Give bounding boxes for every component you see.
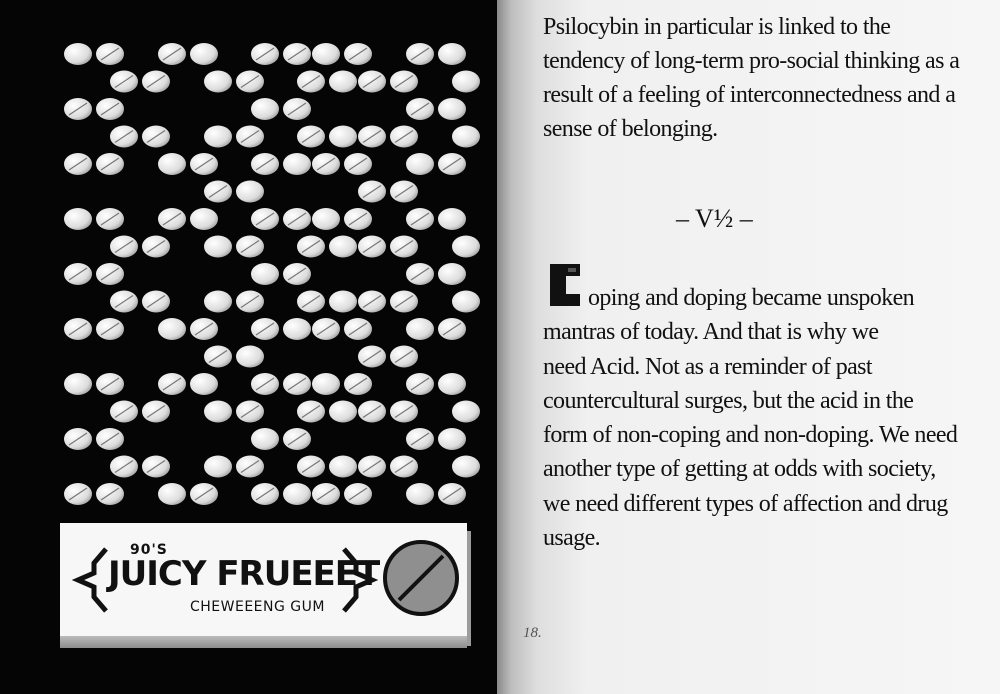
- pill-icon: [452, 71, 480, 93]
- pill-icon: [329, 236, 357, 258]
- text-line: result of a feeling of interconnectedness and a: [543, 82, 956, 108]
- pill-icon: [64, 43, 92, 65]
- pill-icon: [390, 401, 418, 423]
- pill-icon: [297, 126, 325, 148]
- pill-icon: [251, 318, 279, 340]
- pill-icon: [406, 318, 434, 340]
- gum-subtitle: CHEWEEENG GUM: [190, 599, 325, 615]
- pill-icon: [358, 71, 386, 93]
- pill-icon: [96, 263, 124, 285]
- pill-icon: [64, 208, 92, 230]
- pill-icon: [64, 428, 92, 450]
- pill-icon: [406, 208, 434, 230]
- pill-icon: [110, 236, 138, 258]
- text-line: Psilocybin in particular is linked to the: [543, 14, 891, 40]
- gum-pill-icon: [381, 538, 461, 618]
- left-brace-icon: [72, 545, 112, 615]
- pill-icon: [142, 456, 170, 478]
- pill-icon: [64, 153, 92, 175]
- pill-icon: [358, 126, 386, 148]
- pill-icon: [390, 71, 418, 93]
- pill-icon: [438, 483, 466, 505]
- pill-icon: [438, 318, 466, 340]
- pill-icon: [64, 373, 92, 395]
- pill-icon: [390, 346, 418, 368]
- pill-icon: [344, 483, 372, 505]
- pill-icon: [344, 43, 372, 65]
- pill-icon: [236, 291, 264, 313]
- pill-icon: [283, 483, 311, 505]
- pill-icon: [158, 373, 186, 395]
- pill-icon: [358, 401, 386, 423]
- page-number: 18.: [523, 625, 542, 641]
- text-line: form of non-coping and non-doping. We need: [543, 422, 958, 449]
- paragraph-2: [543, 281, 973, 555]
- pill-icon: [96, 98, 124, 120]
- pill-icon: [344, 318, 372, 340]
- pill-icon: [204, 126, 232, 148]
- pill-icon: [64, 98, 92, 120]
- pill-icon: [251, 153, 279, 175]
- pill-icon: [283, 428, 311, 450]
- pill-icon: [64, 318, 92, 340]
- pill-icon: [190, 43, 218, 65]
- pill-icon: [236, 456, 264, 478]
- pill-icon: [96, 43, 124, 65]
- pill-icon: [358, 346, 386, 368]
- text-line: we need different types of affection and drug: [543, 490, 948, 517]
- pill-icon: [390, 291, 418, 313]
- text-line: sense of belonging.: [543, 116, 718, 142]
- text-line: usage.: [543, 525, 601, 552]
- pill-icon: [158, 483, 186, 505]
- pill-icon: [344, 373, 372, 395]
- text-line: another type of getting at odds with society,: [543, 456, 936, 483]
- pill-icon: [96, 373, 124, 395]
- pill-icon: [110, 126, 138, 148]
- pill-icon: [297, 236, 325, 258]
- pill-icon: [297, 401, 325, 423]
- pill-icon: [204, 181, 232, 203]
- pill-icon: [96, 483, 124, 505]
- pill-icon: [236, 401, 264, 423]
- pill-icon: [344, 208, 372, 230]
- pill-icon: [204, 401, 232, 423]
- pill-icon: [358, 291, 386, 313]
- pill-icon: [406, 153, 434, 175]
- pill-icon: [438, 373, 466, 395]
- pill-icon: [312, 318, 340, 340]
- pill-icon: [283, 263, 311, 285]
- pill-icon: [329, 126, 357, 148]
- pill-icon: [96, 318, 124, 340]
- pill-icon: [251, 208, 279, 230]
- pill-icon: [406, 428, 434, 450]
- pill-icon: [358, 181, 386, 203]
- pill-icon: [452, 126, 480, 148]
- pill-icon: [190, 208, 218, 230]
- gum-title: JUICY FRUEEET: [108, 554, 380, 594]
- gum-small-label: 90'S: [130, 542, 168, 558]
- pill-icon: [142, 71, 170, 93]
- pill-icon: [358, 236, 386, 258]
- pill-icon: [283, 373, 311, 395]
- pill-icon: [312, 153, 340, 175]
- pill-icon: [142, 126, 170, 148]
- pill-icon: [312, 43, 340, 65]
- pill-icon: [158, 318, 186, 340]
- pill-icon: [438, 153, 466, 175]
- pill-icon: [329, 71, 357, 93]
- text-line: need Acid. Not as a reminder of past: [543, 353, 872, 380]
- pill-icon: [297, 71, 325, 93]
- pill-icon: [329, 456, 357, 478]
- pill-icon: [312, 373, 340, 395]
- pill-icon: [297, 456, 325, 478]
- pill-icon: [390, 236, 418, 258]
- pill-icon: [283, 208, 311, 230]
- pill-icon: [452, 291, 480, 313]
- pill-icon: [283, 98, 311, 120]
- pill-icon: [251, 98, 279, 120]
- pill-icon: [110, 456, 138, 478]
- pill-icon: [251, 263, 279, 285]
- text-line: countercultural surges, but the acid in the: [543, 387, 914, 414]
- pill-icon: [452, 236, 480, 258]
- pill-icon: [236, 236, 264, 258]
- pill-icon: [452, 456, 480, 478]
- pill-icon: [142, 401, 170, 423]
- pill-icon: [236, 71, 264, 93]
- pill-icon: [251, 373, 279, 395]
- pill-icon: [142, 236, 170, 258]
- pill-icon: [96, 428, 124, 450]
- pill-icon: [329, 291, 357, 313]
- pill-icon: [190, 153, 218, 175]
- pill-icon: [110, 71, 138, 93]
- pill-icon: [438, 208, 466, 230]
- section-heading: – V½ –: [676, 204, 753, 233]
- text-line: mantras of today. And that is why we: [543, 319, 879, 346]
- pill-icon: [64, 263, 92, 285]
- pill-icon: [236, 181, 264, 203]
- pill-icon: [158, 153, 186, 175]
- pill-icon: [142, 291, 170, 313]
- pill-icon: [283, 153, 311, 175]
- pill-icon: [406, 43, 434, 65]
- gum-pack-edge: [60, 636, 467, 648]
- pill-icon: [438, 263, 466, 285]
- pill-icon: [251, 428, 279, 450]
- pill-icon: [96, 153, 124, 175]
- pill-icon: [390, 456, 418, 478]
- paragraph-1: [543, 10, 963, 146]
- pill-icon: [158, 208, 186, 230]
- pill-icon: [438, 43, 466, 65]
- pill-icon: [190, 483, 218, 505]
- text-line: oping and doping became unspoken: [588, 285, 915, 311]
- pill-icon: [312, 208, 340, 230]
- pill-icon: [96, 208, 124, 230]
- pill-icon: [251, 483, 279, 505]
- pill-icon: [236, 346, 264, 368]
- pill-icon: [64, 483, 92, 505]
- pill-icon: [438, 98, 466, 120]
- pill-icon: [358, 456, 386, 478]
- pill-icon: [236, 126, 264, 148]
- pill-icon: [406, 373, 434, 395]
- pill-icon: [204, 291, 232, 313]
- pill-icon: [406, 263, 434, 285]
- pill-icon: [344, 153, 372, 175]
- pill-icon: [452, 401, 480, 423]
- pill-icon: [190, 373, 218, 395]
- pill-icon: [297, 291, 325, 313]
- pill-icon: [283, 43, 311, 65]
- pill-icon: [110, 401, 138, 423]
- pill-icon: [390, 126, 418, 148]
- pill-icon: [204, 236, 232, 258]
- pill-icon: [283, 318, 311, 340]
- pill-icon: [204, 71, 232, 93]
- text-line: tendency of long-term pro-social thinking as a: [543, 48, 960, 74]
- pill-icon: [204, 456, 232, 478]
- pill-icon: [406, 483, 434, 505]
- pill-icon: [251, 43, 279, 65]
- pill-icon: [158, 43, 186, 65]
- pill-icon: [190, 318, 218, 340]
- pill-icon: [312, 483, 340, 505]
- pill-icon: [390, 181, 418, 203]
- pills-pattern: [0, 0, 510, 520]
- pill-icon: [204, 346, 232, 368]
- pill-icon: [110, 291, 138, 313]
- pill-icon: [329, 401, 357, 423]
- pill-icon: [406, 98, 434, 120]
- pill-icon: [438, 428, 466, 450]
